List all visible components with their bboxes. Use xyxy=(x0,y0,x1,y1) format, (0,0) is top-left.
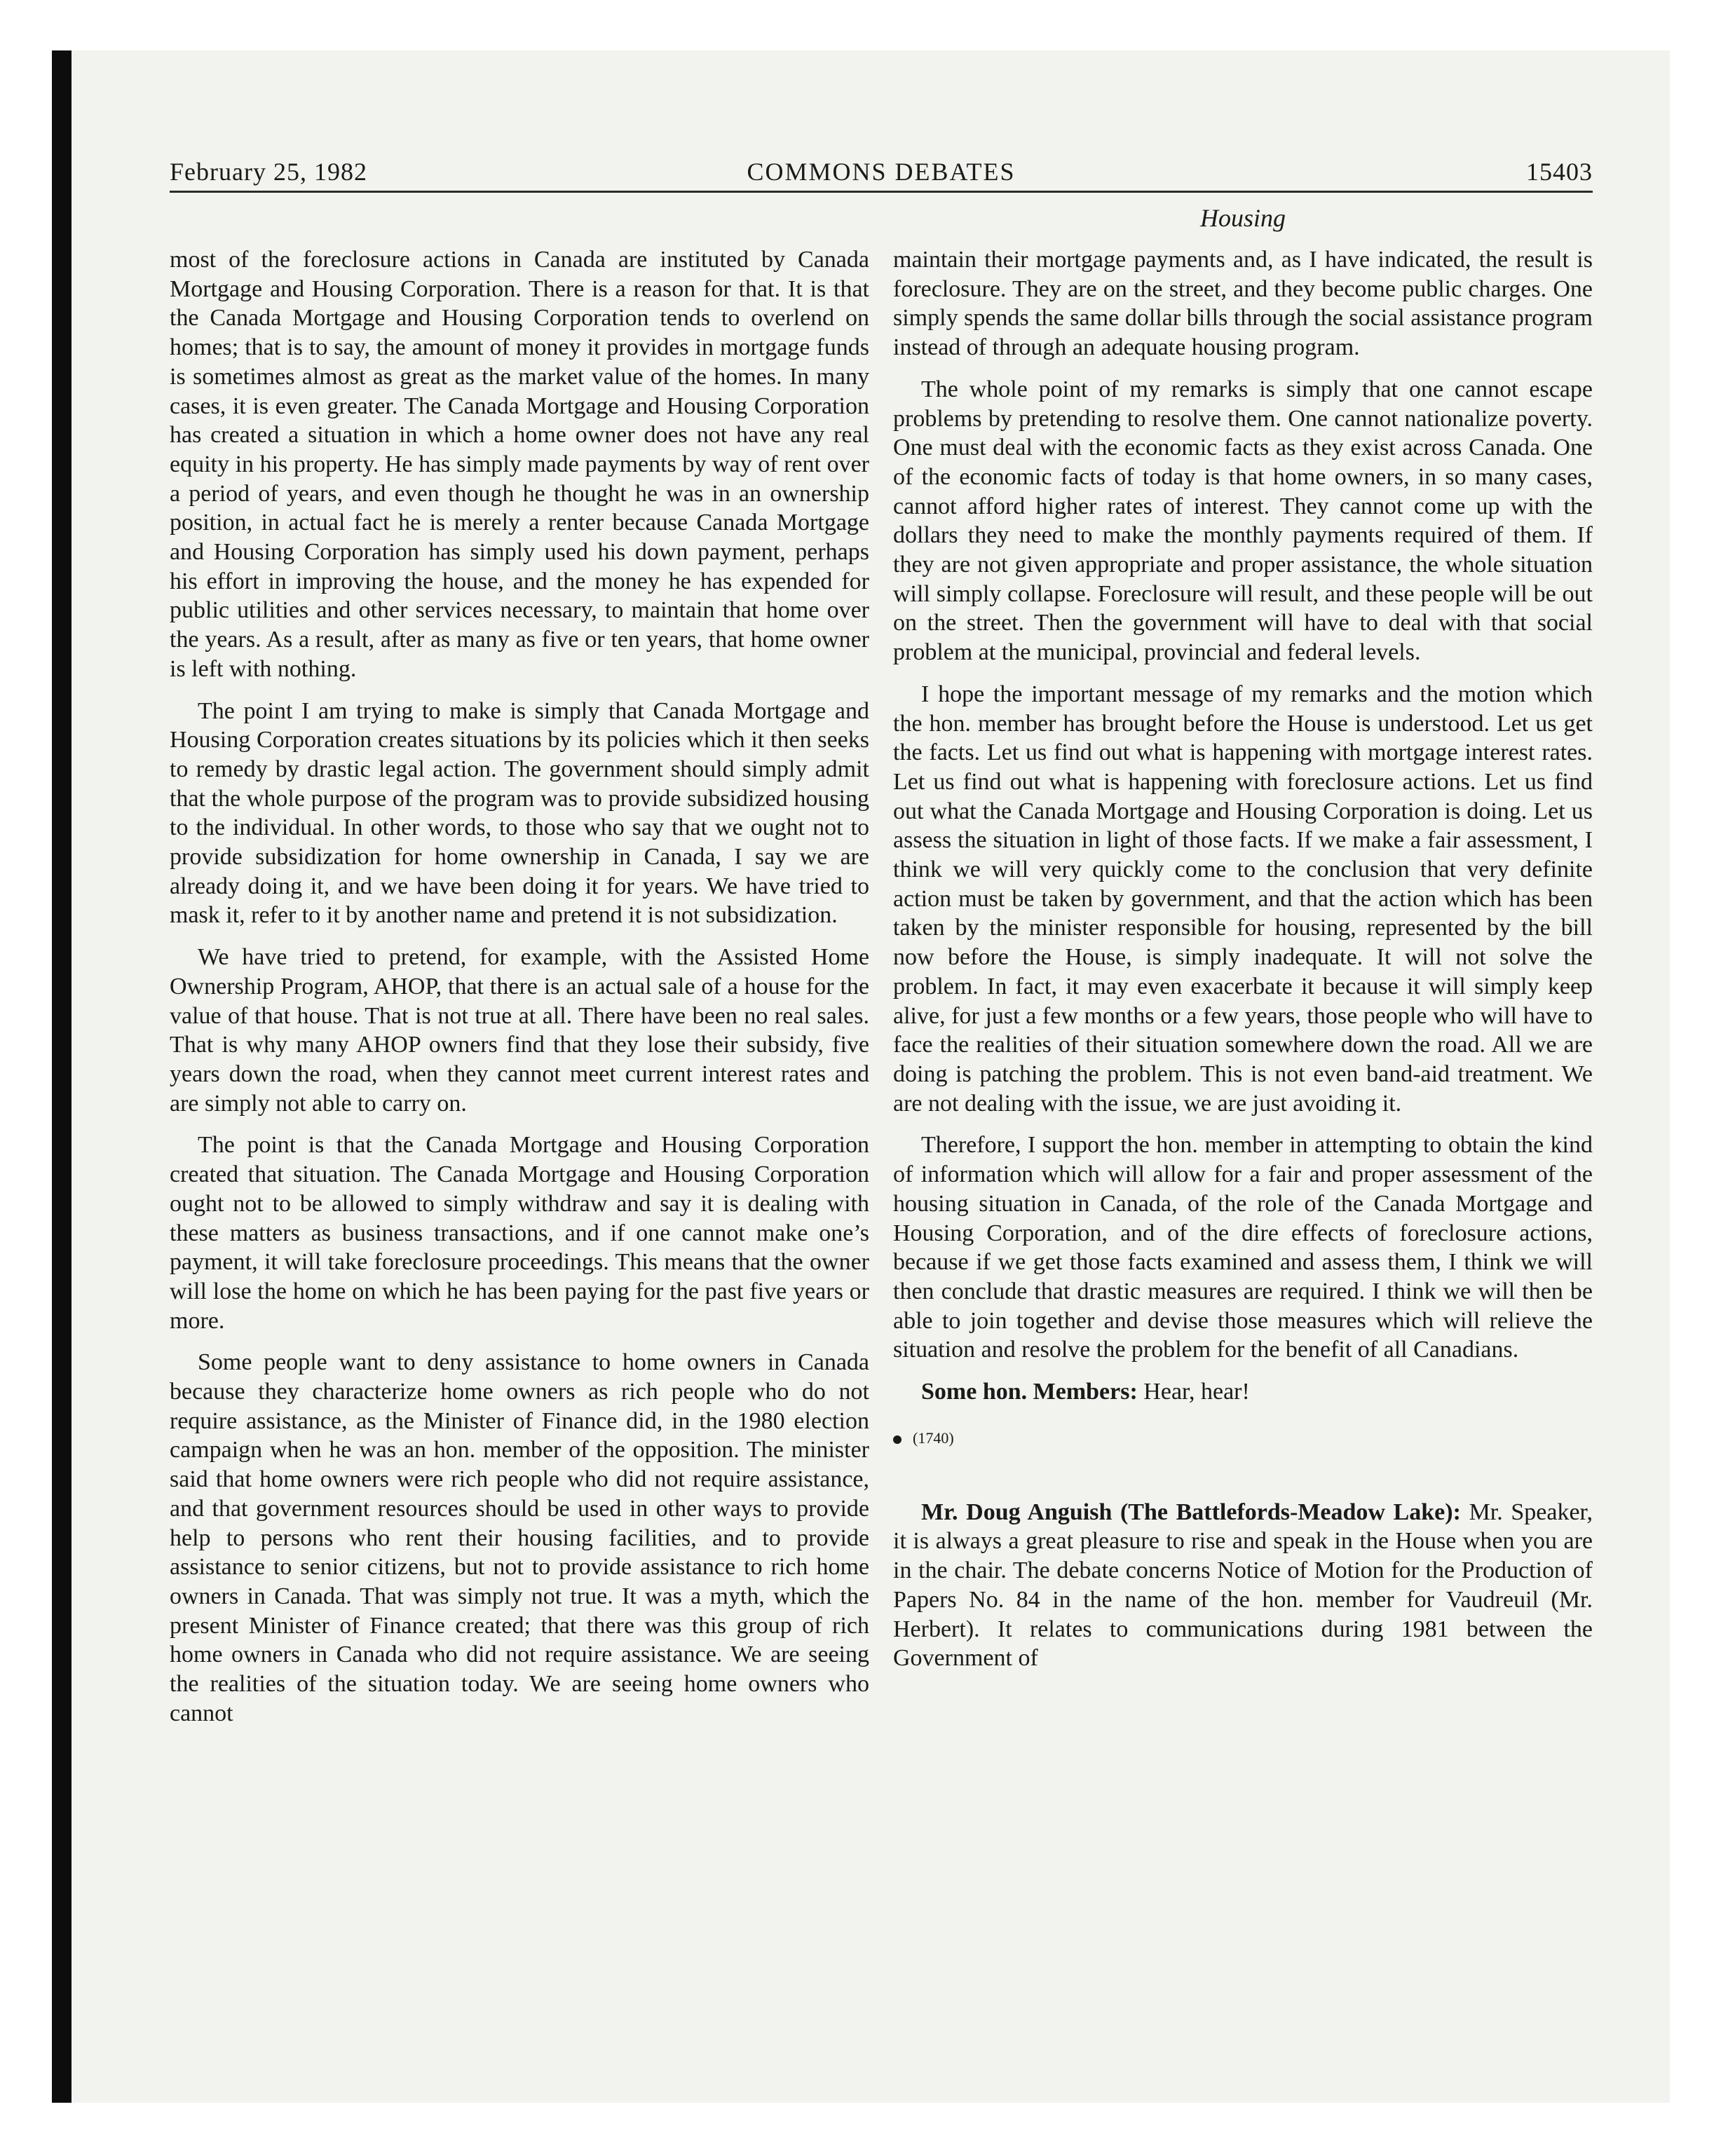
paragraph: The whole point of my remarks is simply that one cannot escape problems by pretending to resolve them. One cannot nationalize poverty. One must deal with the economic facts as they exist across Canada. One of the economic facts of today is that home owners, in so many cases, cannot afford higher rates of interest. They cannot come up with the dollars they need to make the monthly payments required of them. If they are not given appropriate and proper assistance, the whole situation will simply collapse. Foreclosure will result, and these people will be out on the street. Then the government will have to deal with that social problem at the municipal, provincial and federal levels. xyxy=(893,376,1593,666)
paragraph: The point is that the Canada Mortgage and Housing Corporation created that situation. The Canada Mortgage and Housing Corporation ought not to be allowed to simply withdraw and say it is dealing with these matters as business transactions, and if one cannot make one’s payment, it will take foreclosure proceedings. This means that the owner will lose the home on which he has been paying for the past five years or more. xyxy=(170,1132,869,1334)
paragraph: We have tried to pretend, for example, with the Assisted Home Ownership Program, AHOP, that there is an actual sale of a house for the value of that house. That is not true at all. There have been no real sales. That is why many AHOP owners find that they lose their subsidy, five years down the road, when they cannot meet current interest rates and are simply not able to carry on. xyxy=(170,944,869,1117)
header-page-number: 15403 xyxy=(1526,158,1593,186)
interjection xyxy=(893,1377,1593,1407)
timestamp xyxy=(893,1428,1593,1449)
speech-paragraph xyxy=(893,1498,1593,1673)
timestamp-text: (1740) xyxy=(913,1428,954,1447)
speaker-name: Mr. Doug Anguish (The Battlefords-Meadow Lake): xyxy=(921,1499,1461,1525)
interjection-speaker: Some hon. Members: xyxy=(921,1379,1138,1405)
paragraph: most of the foreclosure actions in Canada are instituted by Canada Mortgage and Housing Corporation. There is a reason for that. It is that the Canada Mortgage and Housing Corporation tends to overlend on homes; that is to say, the amount of money it provides in mortgage funds is sometimes almost as great as the market value of the homes. In many cases, it is even greater. The Canada Mortgage and Housing Corporation has created a situation in which a home owner does not have any real equity in his property. He has simply made payments by way of rent over a period of years, and even though he thought he was in an ownership position, in actual fact he is merely a renter because Canada Mortgage and Housing Corporation has simply used his down payment, perhaps his effort in improving the house, and the money he has expended for public utilities and other services necessary, to maintain that home over the years. As a result, after as many as five or ten years, that home owner is left with nothing. xyxy=(170,247,869,682)
speech-text: Mr. Speaker, it is always a great pleasure to rise and speak in the House when you are in the chair. The debate concerns Notice of Motion for the Production of Papers No. 84 in the name of the hon. member for Vaudreuil (Mr. Herbert). It relates to communications during 1981 between the Government of xyxy=(893,1499,1593,1672)
interjection-text: Hear, hear! xyxy=(1143,1379,1250,1405)
header-title: COMMONS DEBATES xyxy=(747,158,1016,186)
left-column xyxy=(170,245,869,1740)
paragraph: Some people want to deny assistance to home owners in Canada because they characterize home owners as rich people who do not require assistance, as the Minister of Finance did, in the 1980 election campaign when he was an hon. member of the opposition. The minister said that home owners were rich people who did not require assistance, and that government resources should be used in other ways to provide help to persons who rent their housing facilities, and to provide assistance to senior citizens, but not to provide assistance to rich home owners in Canada. That was simply not true. It was a myth, which the present Minister of Finance created; that there was this group of rich home owners in Canada who did not require assistance. We are seeing the realities of the situation today. We are seeing home owners who cannot xyxy=(170,1349,869,1726)
paragraph: maintain their mortgage payments and, as I have indicated, the result is foreclosure. They are on the street, and they become public charges. One simply spends the same dollar bills through the social assistance program instead of through an adequate housing program. xyxy=(893,247,1593,361)
header-date: February 25, 1982 xyxy=(170,158,367,186)
page-header xyxy=(170,151,1593,193)
section-title: Housing xyxy=(1200,204,1286,232)
paragraph: The point I am trying to make is simply that Canada Mortgage and Housing Corporation creates situations by its policies which it then seeks to remedy by drastic legal action. The government should simply admit that the whole purpose of the program was to provide subsidized housing to the individual. In other words, to those who say that we ought not to provide subsidization for home ownership in Canada, I say we are already doing it, and we have been doing it for years. We have tried to mask it, refer to it by another name and pretend it is not subsidization. xyxy=(170,697,869,929)
paragraph: Therefore, I support the hon. member in attempting to obtain the kind of information which will allow for a fair and proper assessment of the housing situation in Canada, of the role of the Canada Mortgage and Housing Corporation, and of the dire effects of foreclosure actions, because if we get those facts examined and assess them, I think we will then conclude that drastic measures are required. I think we will then be able to join together and devise those measures which will relieve the situation and resolve the problem for the benefit of all Canadians. xyxy=(893,1132,1593,1363)
right-column xyxy=(893,245,1593,1686)
scan-edge-bar xyxy=(52,50,72,2103)
bullet-icon xyxy=(893,1435,901,1444)
paragraph: I hope the important message of my remarks and the motion which the hon. member has brought before the House is understood. Let us get the facts. Let us find out what is happening with mortgage interest rates. Let us find out what is happening with foreclosure actions. Let us find out what the Canada Mortgage and Housing Corporation is doing. Let us assess the situation in light of those facts. If we make a fair assessment, I think we will very quickly come to the conclusion that very definite action must be taken by government, and that the action which has been taken by the minister responsible for housing, represented by the bill now before the House, is simply inadequate. It will not solve the problem. In fact, it may even exacerbate it because it will simply keep alive, for just a few months or a few years, those people who will have to face the realities of their situation somewhere down the road. All we are doing is patching the problem. This is not even band-aid treatment. We are not dealing with the issue, we are just avoiding it. xyxy=(893,681,1593,1117)
